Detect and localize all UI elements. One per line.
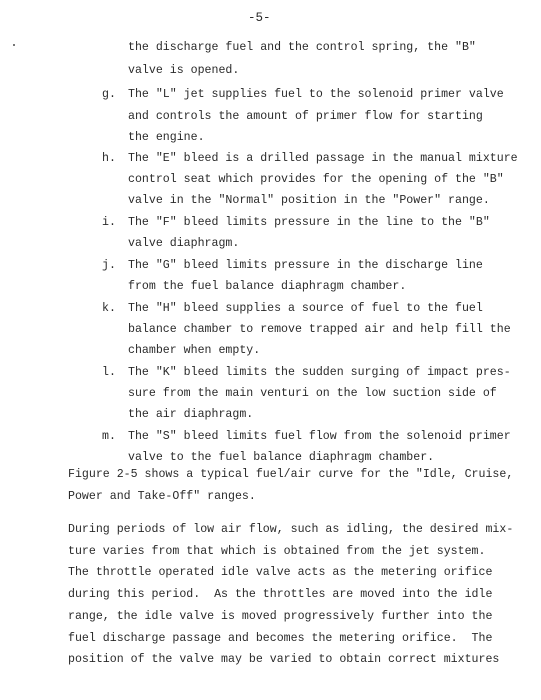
paragraph-line: During periods of low air flow, such as idling, the desired mix- [68, 523, 514, 536]
list-item-line: valve to the fuel balance diaphragm chamber. [128, 451, 435, 464]
list-item-line: sure from the main venturi on the low suction side of [128, 387, 497, 400]
list-item-label: g. [102, 88, 116, 101]
list-item-line: from the fuel balance diaphragm chamber. [128, 280, 407, 293]
list-item-line: valve in the "Normal" position in the "Power" range. [128, 194, 490, 207]
list-item-label: l. [102, 366, 116, 379]
list-item-line: The "E" bleed is a drilled passage in the manual mixture [128, 152, 518, 165]
paragraph-line: during this period. As the throttles are moved into the idle [68, 588, 493, 601]
paragraph-line: Power and Take-Off" ranges. [68, 490, 256, 503]
margin-mark [13, 44, 15, 46]
paragraph-line: fuel discharge passage and becomes the metering orifice. The [68, 632, 493, 645]
list-item-label: h. [102, 152, 116, 165]
paragraph-line: The throttle operated idle valve acts as the metering orifice [68, 566, 493, 579]
paragraph-line: Figure 2-5 shows a typical fuel/air curve for the "Idle, Cruise, [68, 468, 514, 481]
list-item-line: The "L" jet supplies fuel to the solenoid primer valve [128, 88, 504, 101]
list-item-line: The "K" bleed limits the sudden surging of impact pres- [128, 366, 511, 379]
list-item-line: The "S" bleed limits fuel flow from the solenoid primer [128, 430, 511, 443]
list-item-line: The "G" bleed limits pressure in the discharge line [128, 259, 483, 272]
list-item-label: i. [102, 216, 116, 229]
list-item-line: The "F" bleed limits pressure in the line to the "B" [128, 216, 490, 229]
paragraph-line: ture varies from that which is obtained from the jet system. [68, 545, 486, 558]
list-item-line: the discharge fuel and the control spring, the "B" [128, 41, 476, 54]
paragraph-line: position of the valve may be varied to obtain correct mixtures [68, 653, 500, 666]
list-item-line: chamber when empty. [128, 344, 261, 357]
list-item-line: The "H" bleed supplies a source of fuel to the fuel [128, 302, 483, 315]
list-item-line: the engine. [128, 131, 205, 144]
list-item-line: control seat which provides for the opening of the "B" [128, 173, 504, 186]
list-item-line: balance chamber to remove trapped air and help fill the [128, 323, 511, 336]
page-number: -5- [248, 11, 271, 25]
list-item-line: valve is opened. [128, 64, 240, 77]
paragraph-line: range, the idle valve is moved progressively further into the [68, 610, 493, 623]
list-item-label: m. [102, 430, 116, 443]
list-item-line: valve diaphragm. [128, 237, 240, 250]
list-item-label: j. [102, 259, 116, 272]
list-item-line: the air diaphragm. [128, 408, 254, 421]
list-item-label: k. [102, 302, 116, 315]
list-item-line: and controls the amount of primer flow for starting [128, 110, 483, 123]
